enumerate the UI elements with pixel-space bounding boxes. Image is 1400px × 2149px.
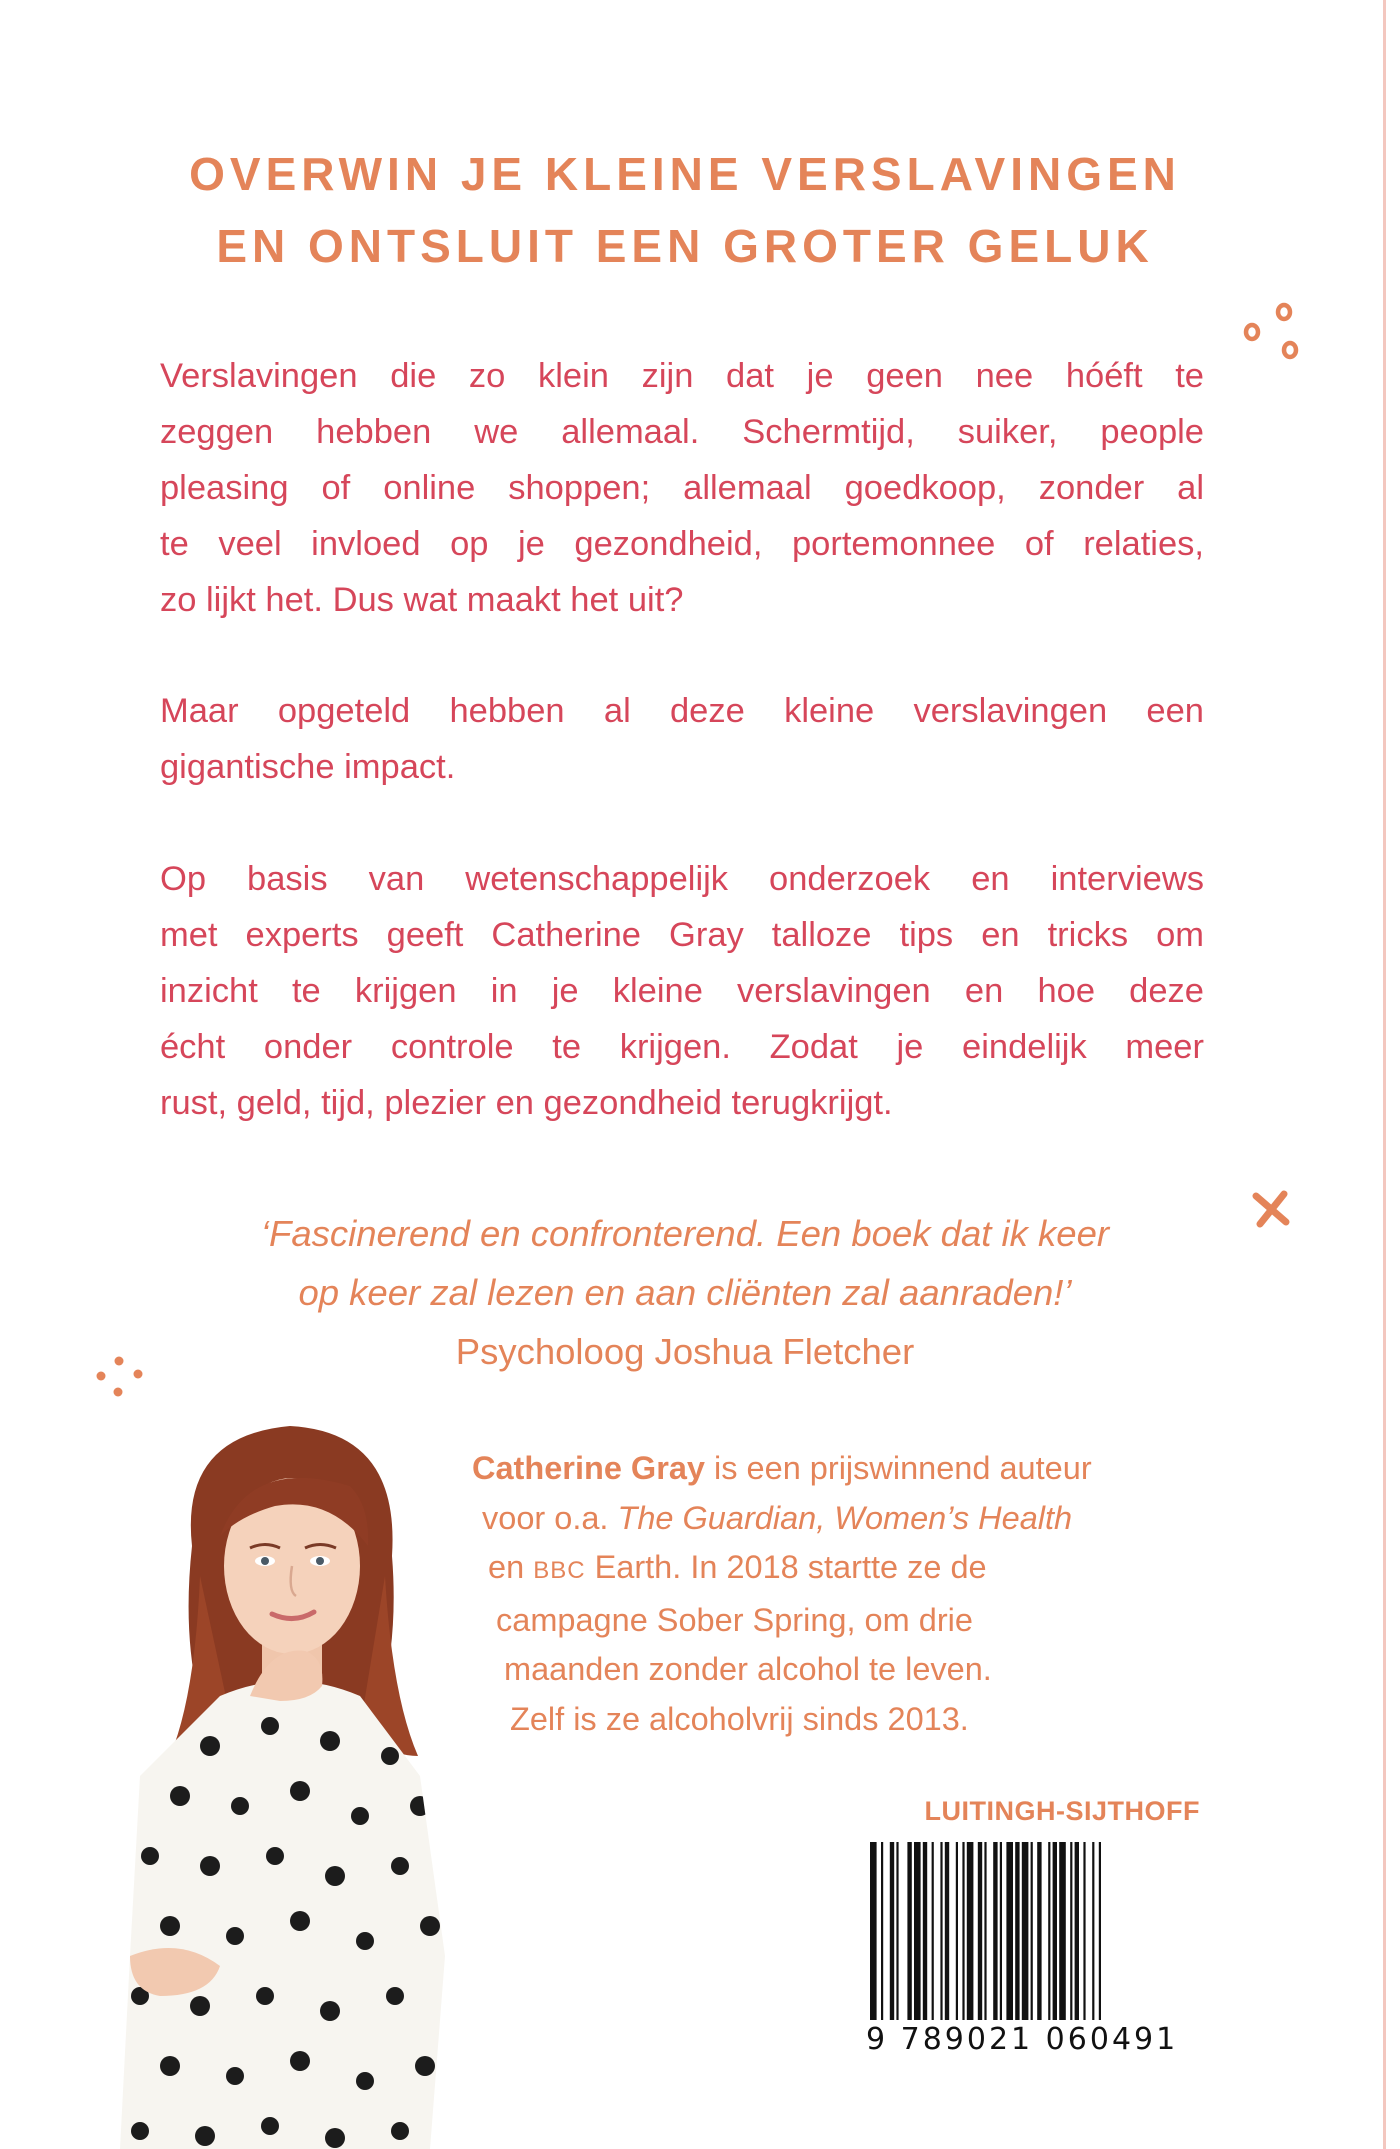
barcode-bar	[907, 1842, 911, 2020]
blurb-line: inzicht te krijgen in je kleine verslavingen en hoe deze	[160, 972, 1204, 1010]
blurb-line: rust, geld, tijd, plezier en gezondheid terugkrijgt.	[160, 1084, 893, 1122]
blurb-line: Maar opgeteld hebben al deze kleine verslavingen een	[160, 692, 1204, 730]
heading-line-2: EN ONTSLUIT EEN GROTER GELUK	[216, 220, 1154, 272]
bio-line-6: Zelf is ze alcoholvrij sinds 2013.	[510, 1700, 969, 1737]
blurb-line: te veel invloed op je gezondheid, portemonnee of relaties,	[160, 525, 1204, 563]
barcode-bar	[1037, 1842, 1041, 2020]
quote-source: Psycholoog Joshua Fletcher	[455, 1331, 915, 1372]
blurb-paragraph-3	[160, 851, 1204, 1131]
author-bio	[460, 1444, 1220, 1744]
barcode-bar	[1022, 1842, 1029, 2020]
barcode-bar	[945, 1842, 949, 2020]
bio-line-4: campagne Sober Spring, om drie	[496, 1601, 973, 1638]
barcode-bar	[962, 1842, 964, 2020]
blurb-paragraph-2	[160, 683, 1204, 795]
bio-line-1: Catherine Gray is een prijswinnend auteur	[472, 1450, 1092, 1486]
bio-publications: The Guardian, Women’s Health	[617, 1499, 1073, 1536]
barcode-bar	[890, 1842, 894, 2020]
barcode-bar	[1083, 1842, 1085, 2020]
bio-line-3: en BBC Earth. In 2018 startte ze de	[488, 1549, 987, 1585]
endorsement-quote	[0, 1204, 1370, 1381]
barcode-bar	[940, 1842, 942, 2020]
isbn-barcode	[866, 1842, 1200, 2072]
publisher-logo: LUITINGH-SIJTHOFF	[924, 1796, 1200, 1826]
barcode-bar	[932, 1842, 934, 2020]
blurb-line: pleasing of online shoppen; allemaal goedkoop, zonder al	[160, 469, 1204, 507]
isbn-number: 9 789021 060491	[866, 2022, 1179, 2057]
barcode-bar	[984, 1842, 986, 2020]
barcode-bar	[1053, 1842, 1057, 2020]
barcode-bar	[1006, 1842, 1013, 2020]
blurb-paragraph-1	[160, 348, 1204, 628]
bio-author-name: Catherine Gray	[472, 1450, 706, 1486]
barcode-bar	[993, 1842, 997, 2020]
barcode-bar	[1000, 1842, 1002, 2020]
bio-line-5: maanden zonder alcohol te leven.	[504, 1651, 992, 1687]
bio-line-2: voor o.a. The Guardian, Women’s Health	[482, 1499, 1073, 1536]
barcode-bar	[967, 1842, 974, 2020]
author-photo	[100, 1396, 480, 2149]
heading-line-1: OVERWIN JE KLEINE VERSLAVINGEN	[189, 148, 1181, 200]
barcode-bar	[978, 1842, 982, 2020]
barcode-bar	[1015, 1842, 1019, 2020]
barcode-bar	[923, 1842, 927, 2020]
blurb-line: gigantische impact.	[160, 748, 456, 786]
barcode-bar	[1031, 1842, 1033, 2020]
barcode-bar	[1075, 1842, 1079, 2020]
blurb-line: écht onder controle te krijgen. Zodat je eindelijk meer	[160, 1028, 1204, 1066]
barcode-bar	[1070, 1842, 1072, 2020]
blurb-line: met experts geeft Catherine Gray talloze tips en tricks om	[160, 916, 1204, 954]
circles-decoration-icon	[1240, 296, 1306, 366]
barcode-bar	[870, 1842, 877, 2020]
blurb-line: Op basis van wetenschappelijk onderzoek en interviews	[160, 860, 1204, 898]
barcode-bar	[881, 1842, 883, 2020]
barcode-bar	[896, 1842, 898, 2020]
back-cover-heading	[0, 138, 1370, 282]
barcode-bar	[956, 1842, 958, 2020]
barcode-bar	[1092, 1842, 1094, 2020]
barcode-bar	[914, 1842, 921, 2020]
barcode-bars	[866, 1842, 1200, 2020]
blurb-line: Verslavingen die zo klein zijn dat je geen nee hóéft te	[160, 357, 1204, 395]
barcode-bar	[1059, 1842, 1066, 2020]
quote-line-1: ‘Fascinerend en confronterend. Een boek dat ik keer	[260, 1213, 1110, 1254]
spine-edge-line	[1383, 0, 1386, 2149]
barcode-bar	[1048, 1842, 1050, 2020]
quote-line-2: op keer zal lezen en aan cliënten zal aanraden!’	[298, 1272, 1072, 1313]
barcode-bar	[1099, 1842, 1101, 2020]
blurb-line: zeggen hebben we allemaal. Schermtijd, suiker, people	[160, 413, 1204, 451]
blurb-line: zo lijkt het. Dus wat maakt het uit?	[160, 581, 684, 619]
